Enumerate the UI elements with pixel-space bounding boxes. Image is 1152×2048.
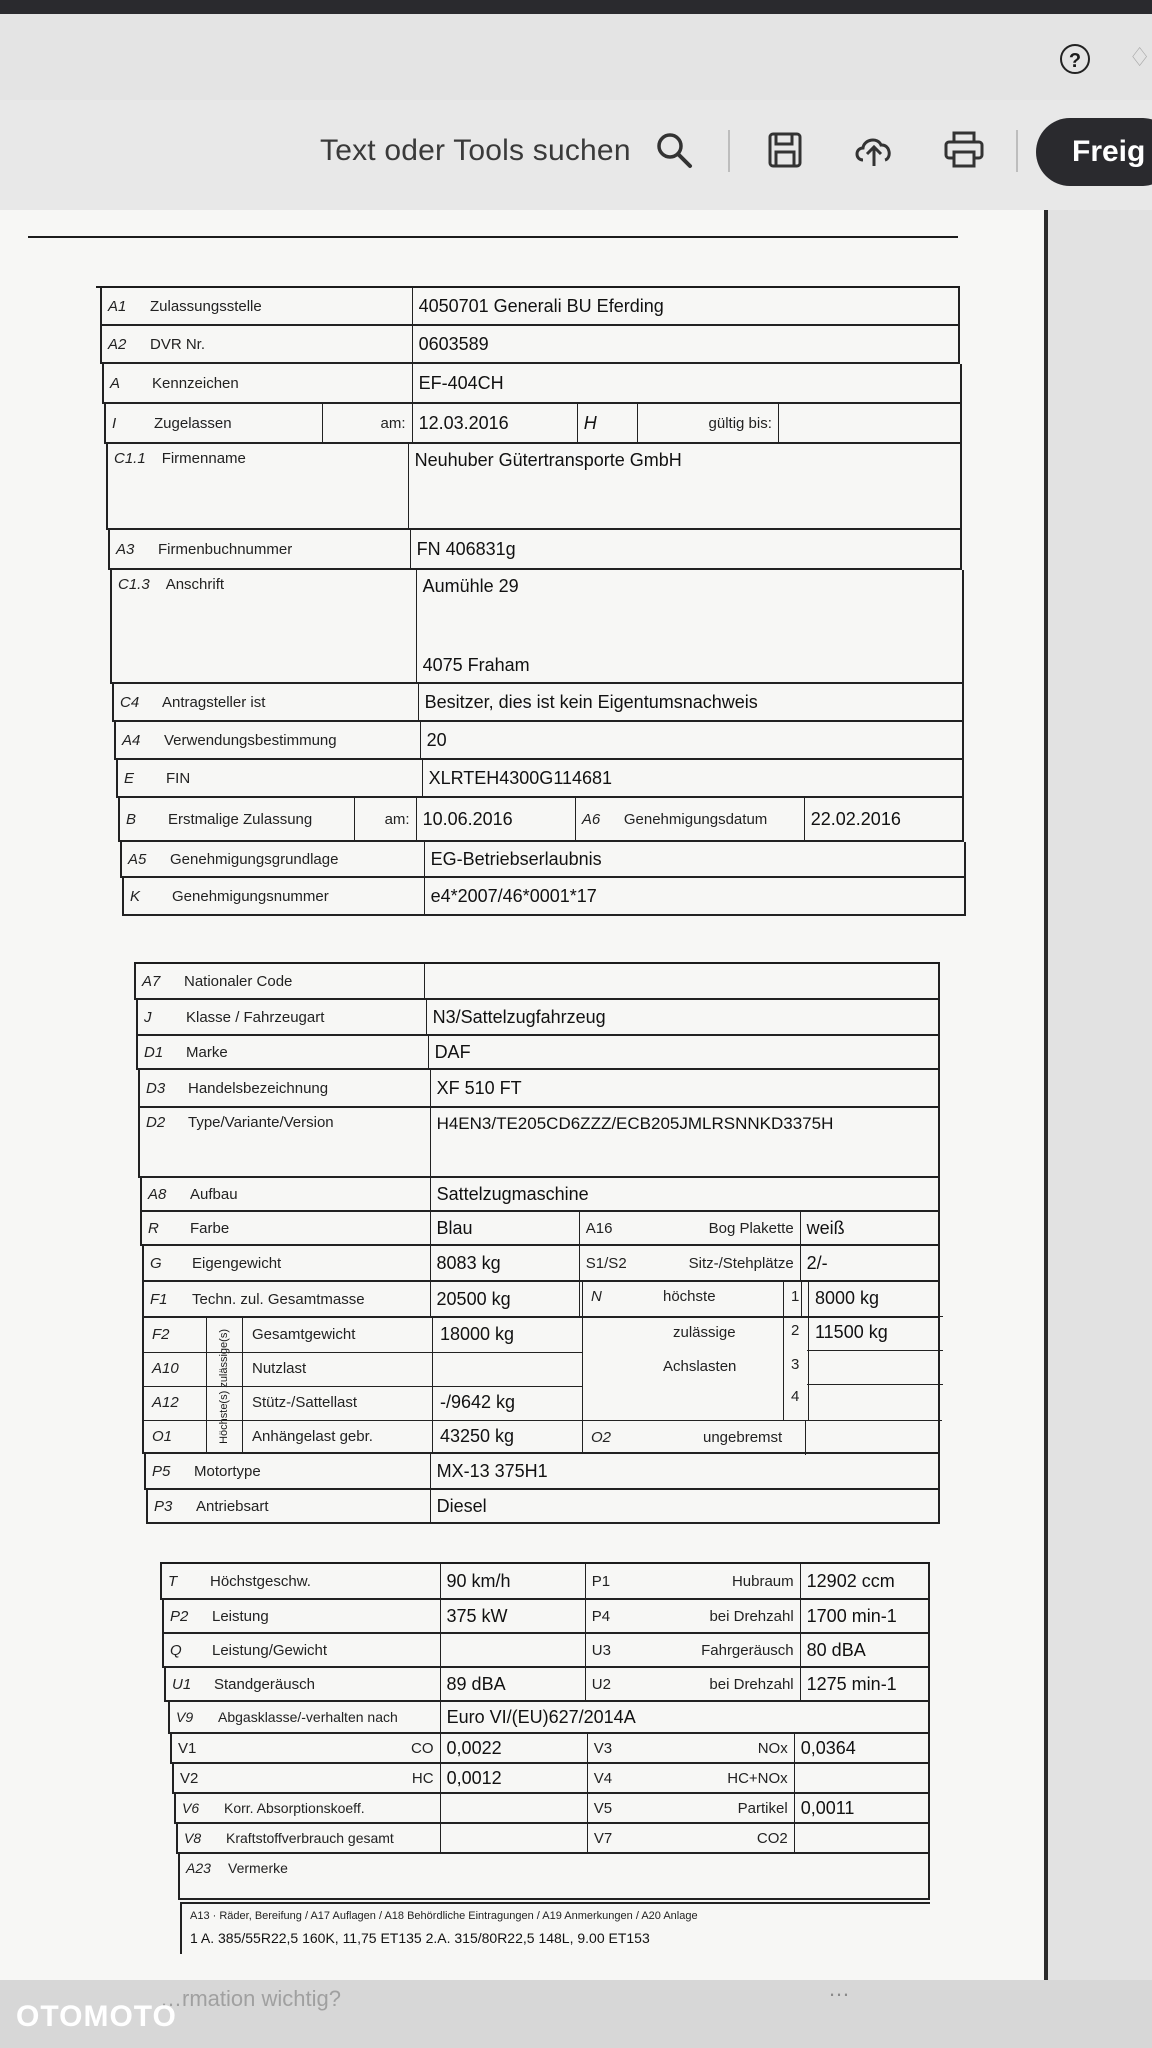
row-line (144, 1352, 582, 1353)
side-panel (1048, 210, 1152, 2048)
value-p4: 1700 min-1 (806, 1605, 897, 1626)
value-a12: -/9642 kg (440, 1392, 516, 1412)
label-o1-code: O1 (152, 1428, 173, 1445)
label-e: E FIN (118, 760, 423, 796)
value-v6 (441, 1794, 588, 1822)
value-v5: 0,0011 (800, 1797, 855, 1818)
value-p1: 12902 ccm (806, 1570, 895, 1591)
value-a2: 0603589 (418, 333, 489, 354)
label-p3: P3 Antriebsart (148, 1490, 431, 1522)
value-d3: XF 510 FT (436, 1077, 522, 1098)
label-a7: A7 Nationaler Code (136, 964, 425, 998)
label-p1: P1 Hubraum (586, 1564, 801, 1598)
label-t: T Höchstgeschw. (162, 1564, 441, 1598)
label-d2: D2 Type/Variante/Version (140, 1108, 431, 1176)
value-d2: H4EN3/TE205CD6ZZZ/ECB205JMLRSNNKD3375H (436, 1114, 834, 1133)
value-v8 (441, 1824, 588, 1852)
label-p2: P2 Leistung (164, 1600, 441, 1632)
label-a8: A8 Aufbau (142, 1178, 431, 1210)
value-p2: 375 kW (441, 1600, 586, 1632)
label-a: A Kennzeichen (104, 364, 413, 402)
value-c4: Besitzer, dies ist kein Eigentumsnachweis (424, 691, 758, 712)
table-row (118, 798, 964, 842)
share-button[interactable]: Freig (1036, 118, 1152, 186)
label-b: B Erstmalige Zulassung (120, 798, 355, 840)
value-axle-1: 8000 kg (815, 1288, 880, 1308)
window-top-edge (0, 0, 1152, 14)
row-line (144, 1386, 582, 1387)
value-p5: MX-13 375H1 (436, 1460, 548, 1481)
address-line-2: 4075 Fraham (422, 655, 530, 675)
feedback-prompt[interactable]: …rmation wichtig? (160, 1986, 341, 2011)
value-valid-until (779, 404, 960, 442)
label-o2-unbraked: ungebremst (703, 1429, 783, 1446)
value-p3: Diesel (436, 1495, 487, 1516)
label-a1: A1 Zulassungsstelle (102, 288, 413, 324)
table-row (146, 1490, 940, 1524)
address-line-1: Aumühle 29 (422, 576, 519, 596)
label-p4: P4 bei Drehzahl (586, 1600, 801, 1632)
table-row (110, 570, 964, 684)
label-v9: V9 Abgasklasse/-verhalten nach (170, 1702, 441, 1732)
axle-number: 2 (791, 1322, 800, 1339)
label-f2-code: F2 (152, 1326, 170, 1343)
value-k: e4*2007/46*0001*17 (430, 885, 597, 906)
cell-divider (805, 1421, 806, 1455)
table-row (120, 842, 966, 878)
o2-row (582, 1420, 942, 1454)
label-a12-code: A12 (152, 1394, 179, 1411)
app-header (0, 14, 1152, 100)
table-row (136, 1000, 940, 1036)
label-b-am: am: (355, 798, 417, 840)
table-row (162, 1634, 930, 1668)
value-g: 8083 kg (431, 1246, 580, 1280)
label-a23: A23 Vermerke (186, 1860, 288, 1876)
label-o2: O2 (591, 1429, 612, 1446)
value-j: N3/Sattelzugfahrzeug (432, 1006, 606, 1027)
value-d1: DAF (434, 1041, 471, 1062)
table-row (112, 684, 964, 722)
label-c13: C1.3 Anschrift (112, 570, 417, 682)
value-a: EF-404CH (418, 372, 504, 393)
label-f2: Gesamtgewicht (252, 1326, 356, 1343)
value-u2: 1275 min-1 (806, 1673, 897, 1694)
label-f1: F1 Techn. zul. Gesamtmasse (144, 1282, 431, 1316)
label-u1: U1 Standgeräusch (166, 1668, 441, 1700)
label-axle-3: Achslasten (663, 1358, 737, 1375)
value-s: 2/- (806, 1252, 828, 1273)
value-a8: Sattelzugmaschine (436, 1183, 589, 1204)
value-v9: Euro VI/(EU)627/2014A (446, 1706, 636, 1727)
search-icon[interactable] (652, 128, 696, 172)
label-u2: U2 bei Drehzahl (586, 1668, 801, 1700)
table-row (142, 1246, 940, 1282)
toolbar-separator (1016, 130, 1018, 172)
value-f1: 20500 kg (431, 1282, 580, 1316)
value-o1: 43250 kg (440, 1426, 515, 1446)
table-row (174, 1794, 930, 1824)
axle-number: 4 (791, 1388, 800, 1405)
rule-line (28, 236, 958, 238)
upload-cloud-icon[interactable] (852, 128, 896, 172)
label-p5: P5 Motortype (146, 1454, 431, 1488)
label-v2: V2 HC (174, 1764, 441, 1792)
search-tools-field[interactable]: Text oder Tools suchen (320, 134, 631, 167)
value-e: XLRTEH4300G114681 (428, 767, 613, 788)
table-row (102, 364, 962, 404)
value-v3: 0,0364 (800, 1737, 856, 1758)
table-row (134, 964, 940, 1000)
bell-icon[interactable]: ♢ (1128, 42, 1152, 72)
label-r: R Farbe (142, 1212, 431, 1244)
label-v8: V8 Kraftstoffverbrauch gesamt (178, 1824, 441, 1852)
value-f2: 18000 kg (440, 1324, 515, 1344)
row-line (807, 1384, 943, 1385)
table-row (106, 444, 962, 530)
value-a3: FN 406831g (416, 538, 516, 559)
label-i-am: am: (323, 404, 413, 442)
label-axle-2: zulässige (673, 1324, 736, 1341)
label-a3: A3 Firmenbuchnummer (110, 530, 411, 568)
label-a10-code: A10 (152, 1360, 179, 1377)
label-a16: A16 Bog Plakette (580, 1212, 801, 1244)
axle-loads (582, 1282, 943, 1420)
label-s: S1/S2 Sitz-/Stehplätze (580, 1246, 801, 1280)
label-a5: A5 Genehmigungsgrundlage (122, 842, 425, 876)
value-a13: 1 A. 385/55R22,5 160K, 11,75 ET135 2.A. 315/80R22,5 148L, 9.00 ET153 (190, 1930, 650, 1946)
table-row (160, 1564, 930, 1600)
label-u3: U3 Fahrgeräusch (586, 1634, 801, 1666)
table-row (100, 288, 960, 326)
value-v2: 0,0012 (441, 1764, 588, 1792)
table-row (170, 1734, 930, 1764)
label-v1: V1 CO (172, 1734, 441, 1762)
value-u1: 89 dBA (441, 1668, 586, 1700)
print-icon[interactable] (942, 128, 986, 172)
label-k: K Genehmigungsnummer (124, 878, 425, 914)
value-a4: 20 (426, 729, 447, 750)
value-a6: 22.02.2016 (810, 808, 901, 829)
table-row (136, 1036, 940, 1070)
watermark-logo: OTOMOTO (16, 2000, 177, 2033)
table-row (162, 1600, 930, 1634)
label-a6: A6 Genehmigungsdatum (576, 798, 805, 840)
value-v4 (795, 1764, 928, 1792)
value-a7 (425, 964, 938, 998)
page-border (1044, 210, 1048, 1990)
table-row (178, 1854, 930, 1900)
value-i: 12.03.2016 (413, 404, 578, 442)
value-a5: EG-Betriebserlaubnis (430, 848, 602, 869)
label-v7: V7 CO2 (588, 1824, 795, 1852)
save-icon[interactable] (764, 128, 808, 172)
label-o1: Anhängelast gebr. (252, 1428, 373, 1445)
value-c13 (417, 570, 962, 682)
value-i-h: H (578, 404, 638, 442)
label-v6: V6 Korr. Absorptionskoeff. (176, 1794, 441, 1822)
table-row (122, 878, 966, 916)
label-c4: C4 Antragsteller ist (114, 684, 419, 720)
remarks-block (180, 1902, 930, 1954)
label-q: Q Leistung/Gewicht (164, 1634, 441, 1666)
value-a1: 4050701 Generali BU Eferding (418, 295, 664, 316)
label-j: J Klasse / Fahrzeugart (138, 1000, 427, 1034)
value-v7 (795, 1824, 928, 1852)
table-row (100, 326, 960, 364)
label-c11: C1.1 Firmenname (108, 444, 409, 528)
label-axle-1: höchste (663, 1288, 716, 1305)
label-v3: V3 NOx (588, 1734, 795, 1762)
table-row (116, 760, 964, 798)
label-d3: D3 Handelsbezeichnung (140, 1070, 431, 1106)
axle-number: 3 (791, 1356, 800, 1373)
more-options-icon[interactable]: … (828, 1976, 850, 2001)
table-row (140, 1178, 940, 1212)
label-a2: A2 DVR Nr. (102, 326, 413, 362)
value-t: 90 km/h (441, 1564, 586, 1598)
table-row (104, 404, 962, 444)
label-a12: Stütz-/Sattellast (252, 1394, 358, 1411)
vertical-group-label: Höchste(s) zulässige(s) (206, 1318, 243, 1454)
table-row (140, 1212, 940, 1246)
row-line (807, 1350, 943, 1351)
label-n: N (591, 1288, 602, 1305)
table-row (168, 1702, 930, 1734)
value-a16: weiß (806, 1217, 845, 1238)
table-row (144, 1454, 940, 1490)
label-valid-until: gültig bis: (638, 404, 779, 442)
table-row (164, 1668, 930, 1702)
label-v5: V5 Partikel (588, 1794, 795, 1822)
label-v4: V4 HC+NOx (588, 1764, 795, 1792)
label-a13: A13 · Räder, Bereifung / A17 Auflagen / A18 Behördliche Eintragungen / A19 Anmerkungen / A20 Anlage (190, 1910, 698, 1922)
table-row (138, 1070, 940, 1108)
value-b: 10.06.2016 (417, 798, 576, 840)
value-v1: 0,0022 (441, 1734, 588, 1762)
toolbar-separator (728, 130, 730, 172)
label-g: G Eigengewicht (144, 1246, 431, 1280)
label-a4: A4 Verwendungsbestimmung (116, 722, 421, 758)
label-a10: Nutzlast (252, 1360, 307, 1377)
label-i: I Zugelassen (106, 404, 323, 442)
value-c11: Neuhuber Gütertransporte GmbH (414, 450, 682, 470)
table-row (172, 1764, 930, 1794)
value-q (441, 1634, 586, 1666)
value-axle-2: 11500 kg (815, 1322, 888, 1342)
label-d1: D1 Marke (138, 1036, 429, 1068)
value-r: Blau (431, 1212, 580, 1244)
axle-number: 1 (791, 1288, 800, 1305)
value-u3: 80 dBA (806, 1639, 866, 1660)
row-line (144, 1420, 582, 1421)
table-row (176, 1824, 930, 1854)
row-line (807, 1316, 943, 1317)
table-row (138, 1108, 940, 1178)
table-row (108, 530, 962, 570)
help-icon[interactable]: ? (1060, 44, 1090, 74)
table-row (114, 722, 964, 760)
